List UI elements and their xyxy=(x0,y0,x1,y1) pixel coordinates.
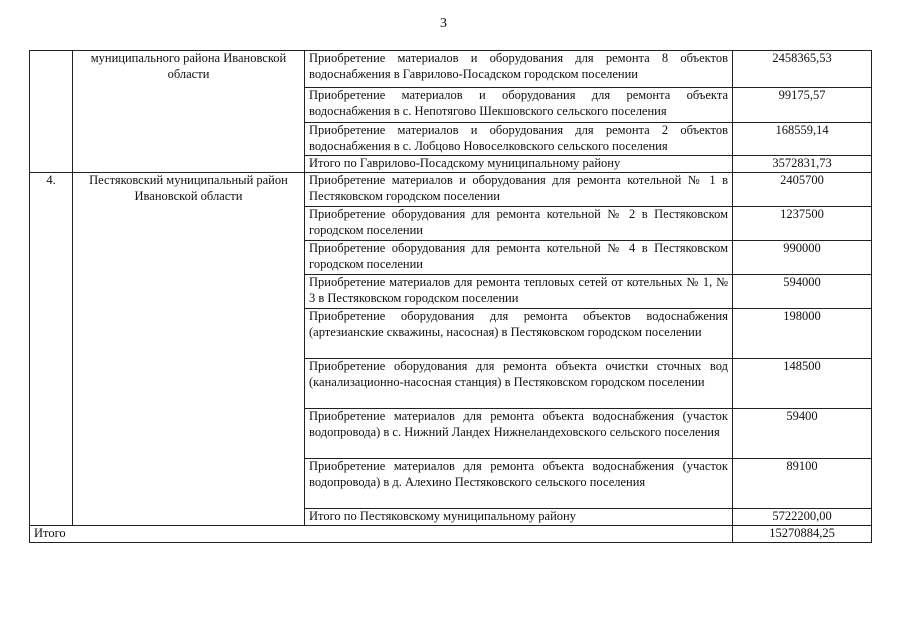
description-cell: Приобретение оборудования для ремонта котельной № 4 в Пестяковском городском поселении xyxy=(305,241,733,275)
amount-cell: 1237500 xyxy=(733,207,872,241)
amount-cell: 990000 xyxy=(733,241,872,275)
description-cell: Приобретение материалов и оборудования для ремонта 2 объектов водоснабжения в с. Лобцово Новоселковского сельского поселения xyxy=(305,123,733,156)
subtotal-amount: 3572831,73 xyxy=(733,156,872,173)
description-cell: Приобретение материалов для ремонта тепловых сетей от котельных № 1, № 3 в Пестяковском городском поселении xyxy=(305,275,733,309)
description-cell: Приобретение материалов и оборудования для ремонта котельной № 1 в Пестяковском городском поселении xyxy=(305,173,733,207)
description-cell: Приобретение материалов для ремонта объекта водоснабжения (участок водопровода) в с. Нижний Ландех Нижнеландеховского сельского поселения xyxy=(305,409,733,459)
grand-total-amount: 15270884,25 xyxy=(733,526,872,543)
amount-cell: 2405700 xyxy=(733,173,872,207)
subtotal-amount: 5722200,00 xyxy=(733,509,872,526)
grand-total-label: Итого xyxy=(30,526,733,543)
table-row xyxy=(30,173,872,207)
description-cell: Приобретение материалов и оборудования для ремонта 8 объектов водоснабжения в Гаврилово-Посадском городском поселении xyxy=(305,51,733,88)
amount-cell: 2458365,53 xyxy=(733,51,872,88)
amount-cell: 148500 xyxy=(733,359,872,409)
page-number: 3 xyxy=(440,16,447,31)
description-cell: Приобретение оборудования для ремонта котельной № 2 в Пестяковском городском поселении xyxy=(305,207,733,241)
district-cell: муниципального района Ивановской области xyxy=(73,51,305,173)
district-cell: Пестяковский муниципальный район Ивановской области xyxy=(73,173,305,526)
amount-cell: 89100 xyxy=(733,459,872,509)
amount-cell: 168559,14 xyxy=(733,123,872,156)
description-cell: Приобретение материалов для ремонта объекта водоснабжения (участок водопровода) в д. Алехино Пестяковского сельского поселения xyxy=(305,459,733,509)
subtotal-label: Итого по Пестяковскому муниципальному району xyxy=(305,509,733,526)
row-number-cell: 4. xyxy=(30,173,73,526)
table-row xyxy=(30,51,872,88)
description-cell: Приобретение оборудования для ремонта объектов водоснабжения (артезианские скважины, насосная) в Пестяковском городском поселении xyxy=(305,309,733,359)
amount-cell: 99175,57 xyxy=(733,88,872,123)
row-number-cell xyxy=(30,51,73,173)
amount-cell: 198000 xyxy=(733,309,872,359)
description-cell: Приобретение оборудования для ремонта объекта очистки сточных вод (канализационно-насосная станция) в Пестяковском городском поселении xyxy=(305,359,733,409)
subtotal-label: Итого по Гаврилово-Посадскому муниципальному району xyxy=(305,156,733,173)
description-cell: Приобретение материалов и оборудования для ремонта объекта водоснабжения в с. Непотягово Шекшовского сельского поселения xyxy=(305,88,733,123)
amount-cell: 594000 xyxy=(733,275,872,309)
grand-total-row xyxy=(30,526,872,543)
funding-table xyxy=(29,50,872,543)
amount-cell: 59400 xyxy=(733,409,872,459)
